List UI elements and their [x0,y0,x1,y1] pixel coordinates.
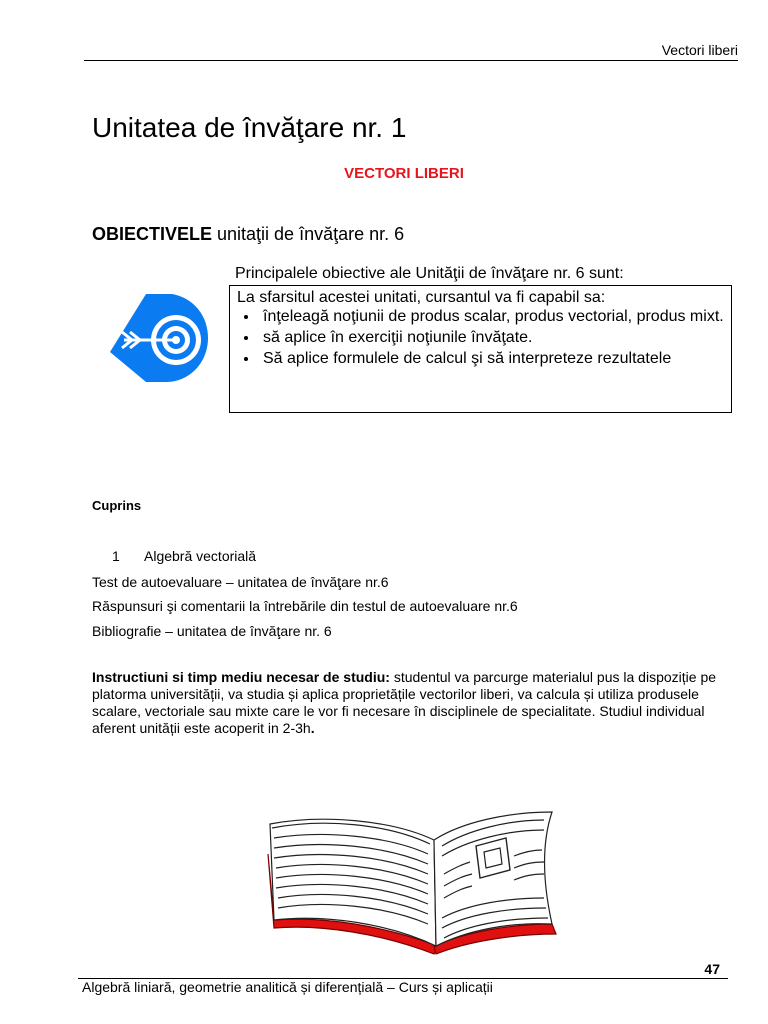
page-number: 47 [704,961,720,977]
instructions-text: studentul va parcurge materialul pus la dispoziție pe platorma universității, va studia și aplica proprietățile vectorilor liberi, va calcula și utiliza produsele scalare, vectoriale sau mixte care le vor fi necesare în disciplinele de specialitate. Studiul individual aferent unității este acoperit in 2-3h [92,669,717,736]
open-book-icon [262,808,558,956]
study-instructions [92,669,732,737]
toc-item-answers[interactable]: Răspunsuri şi comentarii la întrebările din testul de autoevaluare nr.6 [92,598,518,614]
instructions-end: . [310,720,315,736]
objectives-heading-bold: OBIECTIVELE [92,224,213,244]
objectives-lead: La sfarsitul acestei unitati, cursantul va fi capabil sa: [237,289,606,306]
unit-title: Unitatea de învăţare nr. 1 [92,112,407,143]
objective-item: • Să aplice formulele de calcul şi să interpreteze rezultatele [259,349,724,368]
objectives-list [237,307,724,368]
objectives-intro: Principalele obiective ale Unităţii de învăţare nr. 6 sunt: [235,265,624,282]
target-arrow-icon [110,292,208,384]
objective-item: • înţeleagă noţiunii de produs scalar, produs vectorial, produs mixt. [259,307,724,326]
instructions-label: Instructiuni si timp mediu necesar de studiu: [92,669,390,685]
objectives-heading [92,224,404,245]
objective-item: • să aplice în exerciţii noţiunile învăţate. [259,328,724,347]
toc-item-test[interactable]: Test de autoevaluare – unitatea de învăţare nr.6 [92,574,389,590]
objectives-box [229,285,732,413]
footer-course-title: Algebră liniară, geometrie analitică și diferențială – Curs și aplicații [82,979,493,995]
toc-heading: Cuprins [92,498,142,513]
toc-item-algebra[interactable] [112,548,256,564]
toc-item-bibliography[interactable]: Bibliografie – unitatea de învăţare nr. 6 [92,623,332,639]
header-rule [84,60,738,61]
unit-subtitle: VECTORI LIBERI [344,165,464,182]
objectives-heading-rest: unitaţii de învăţare nr. 6 [212,224,405,244]
running-header: Vectori liberi [661,42,738,58]
toc-item-label: Algebră vectorială [144,548,257,564]
toc-item-number: 1 [112,548,120,564]
